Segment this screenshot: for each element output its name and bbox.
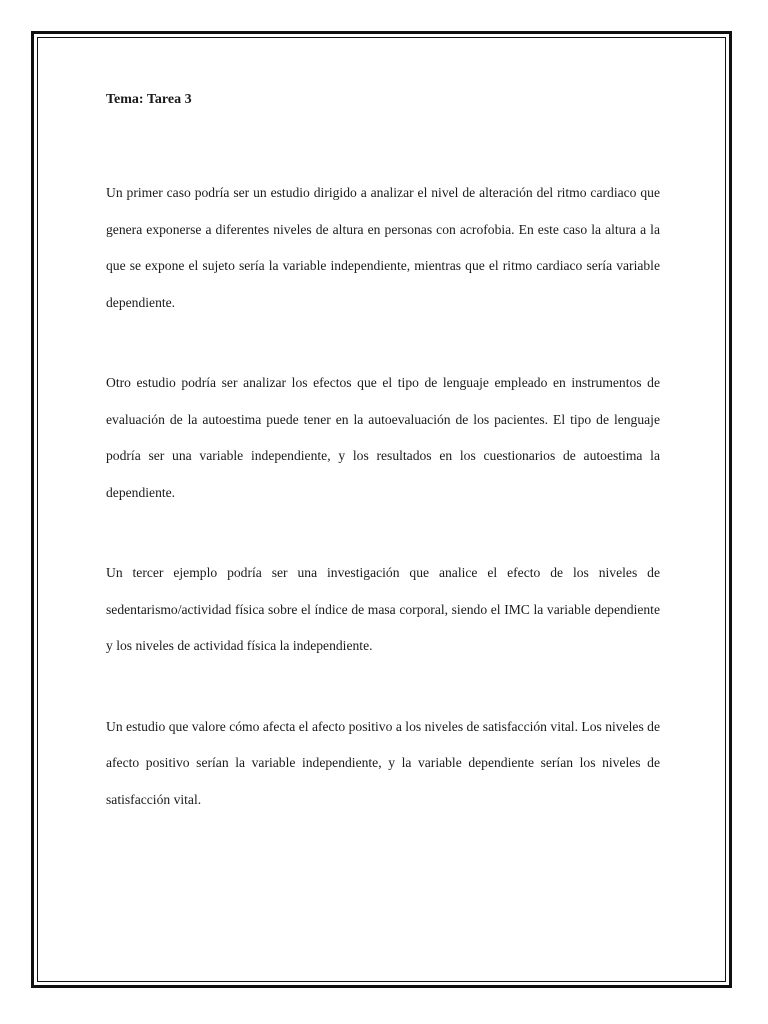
paragraph-3: Un tercer ejemplo podría ser una investigación que analice el efecto de los niveles de sedentarismo/actividad física sobre el índice de masa corporal, siendo el IMC la variable dependiente y los niveles de actividad física la independiente. [106, 565, 660, 653]
document-title: Tema: Tarea 3 [106, 92, 192, 107]
paragraph-2: Otro estudio podría ser analizar los efectos que el tipo de lenguaje empleado en instrumentos de evaluación de la autoestima puede tener en la autoevaluación de los pacientes. El tipo de lenguaje podría ser una variable independiente, y los resultados en los cuestionarios de autoestima la dependiente. [106, 375, 660, 500]
document-body [106, 89, 660, 818]
paragraph-4: Un estudio que valore cómo afecta el afecto positivo a los niveles de satisfacción vital. Los niveles de afecto positivo serían la variable independiente, y la variable dependiente serían los niveles de satisfacción vital. [106, 718, 660, 807]
paragraph-1: Un primer caso podría ser un estudio dirigido a analizar el nivel de alteración del ritmo cardiaco que genera exponerse a diferentes niveles de altura en personas con acrofobia. En este caso la altura a la que se expone el sujeto sería la variable independiente, mientras que el ritmo cardiaco sería variable dependiente. [106, 185, 660, 310]
